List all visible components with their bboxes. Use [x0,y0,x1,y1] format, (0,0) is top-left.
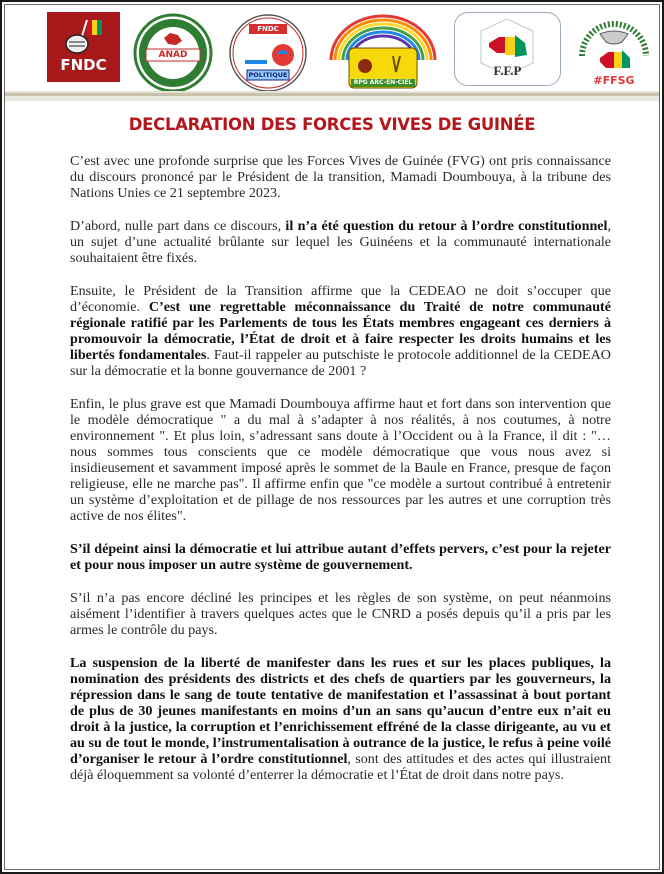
logo-strip [42,8,642,88]
text-run: S’il n’a pas encore décliné les principes et les règles de son système, on peut néanmoins aisément l’identifier à travers quelques actes que le CNRD a posés depuis qu’il a pris par les armes le contrôle du pays. [70,590,611,638]
paragraph [70,218,611,266]
fndc-politique-logo [227,12,309,94]
anad-logo-text: ANAD [158,50,188,60]
bold-text-run: La suspension de la liberté de manifester dans les rues et sur les places publiques, la nomination des présidents des districts et des chefs de quartiers par les gouverneurs, la répression dans le sang de toute tentative de manifestation et l’assassinat à bout portant de plus de 30 jeunes manifestants en moins d’un an sans qu’aucun d’entre eux n’ait eu droit à la justice, la corruption et l’enrichissement effréné de la classe dirigeante, au vu et au su de tout le monde, l’instrumentalisation à outrance de la justice, le refus à peine voilé d’organiser le retour à l’ordre constitutionnel [70,655,611,767]
bold-text-run: C’est une regrettable méconnaissance du Traité de notre communauté régionale ratifié par les Parlements de tous les États membres engageant ces derniers à promouvoir la démocratie, l’État de droit et à faire respecter les droits humains et les libertés fondamentales [70,299,611,363]
text-run: , sont des attitudes et des actes qui illustraient déjà éloquemment sa volonté d’enterrer la démocratie et l’État de droit dans notre pays. [70,751,612,783]
document-body [70,153,611,800]
text-run: C’est avec une profonde surprise que les Forces Vives de Guinée (FVG) ont pris connaissance du discours prononcé par le Président de la transition, Mamadi Doumbouya, à la tribune des Nations Unies ce 21 septembre 2023. [70,153,611,201]
header-divider [5,91,659,101]
anad-logo [132,12,214,94]
fndc-logo-text: FNDC [60,56,107,74]
ffp-logo [454,12,561,86]
rpg-logo-text: RPG ARC-EN-CIEL [353,79,413,86]
fndc-politique-logo-subtext: POLITIQUE [248,71,288,79]
ffsg-logo [574,12,654,92]
paragraph [70,541,611,573]
ffp-logo-text: F.F.P [493,63,522,78]
bold-text-run: S’il dépeint ainsi la démocratie et lui attribue autant d’effets pervers, c’est pour la rejeter et pour nous imposer un autre système de gouvernement. [70,541,611,573]
fndc-politique-logo-text: FNDC [257,25,279,33]
paragraph [70,153,611,201]
text-run: Enfin, le plus grave est que Mamadi Doumbouya affirme haut et fort dans son intervention que le modèle démocratique " a du mal à s’adapter à nos réalités, à nos coutumes, à notre environnement ". Et plus loin, s’adressant sans doute à l’Occident ou à la France, il dit : "…nous sommes tous conscients que ce modèle démocratique que vous nous avez si insidieusement et savamment imposé après le sommet de la Baule en France, presque de façon religieuse, elle ne marche pas". Il affirme enfin que "ce modèle a surtout contribué à entretenir un système d’exploitation et de pillage de nos ressources par les autres et une corruption très active de nos élites". [70,396,611,524]
text-run: . Faut-il rappeler au putschiste le protocole additionnel de la CEDEAO sur la démocratie et la bonne gouvernance de 2001 ? [70,347,611,379]
text-run: Ensuite, le Président de la Transition affirme que la CEDEAO ne doit s’occuper que d’économie. [70,283,611,315]
rpg-arc-en-ciel-logo [327,12,439,92]
paragraph [70,396,611,524]
ffsg-logo-text: #FFSG [593,74,635,87]
paragraph [70,590,611,638]
paragraph [70,283,611,379]
text-run: , un sujet d’une actualité brûlante sur lequel les Guinéens et la communauté internationale souhaitaient être fixés. [70,218,611,266]
paragraph [70,655,611,783]
text-run: D’abord, nulle part dans ce discours, [70,218,286,234]
bold-text-run: il n’a été question du retour à l’ordre constitutionnel [285,218,608,234]
document-title: DECLARATION DES FORCES VIVES DE GUINÉE [128,115,536,134]
fndc-logo [47,12,120,82]
